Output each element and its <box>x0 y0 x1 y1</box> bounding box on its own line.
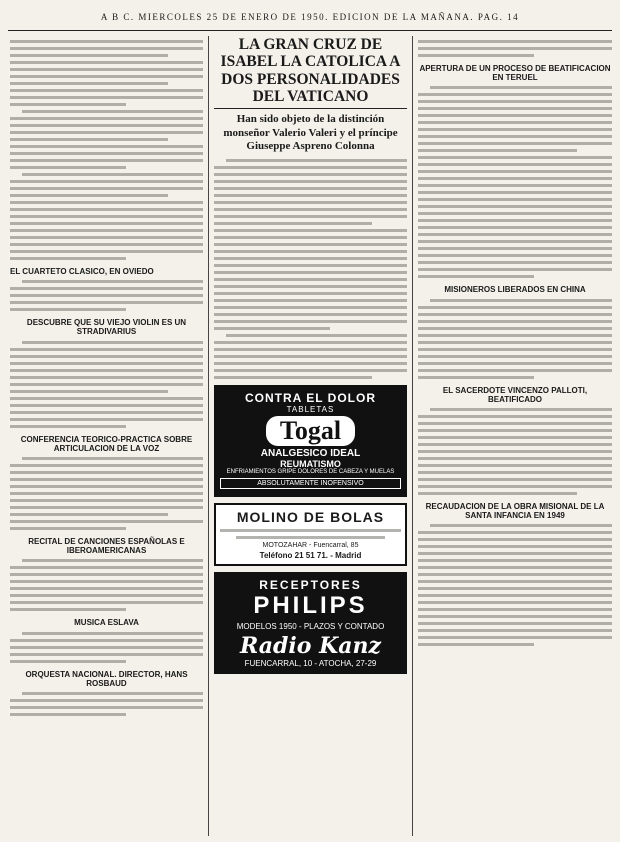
subhead: RECITAL DE CANCIONES ESPAÑOLAS E IBEROAMERICANAS <box>28 536 185 556</box>
subhead: EL CUARTETO CLASICO, EN OVIEDO <box>10 267 154 276</box>
column-1 <box>10 36 203 836</box>
column-rule <box>412 36 413 836</box>
subhead: ORQUESTA NACIONAL. DIRECTOR, HANS ROSBAUD <box>25 669 188 688</box>
main-headline: LA GRAN CRUZ DE ISABEL LA CATOLICA A DOS PERSONALIDADES DEL VATICANO <box>214 36 407 109</box>
ad-text: REUMATISMO <box>280 459 341 469</box>
ad-text: TABLETAS <box>286 405 335 414</box>
ad-title: MOLINO DE BOLAS <box>236 509 385 525</box>
subhead: RECAUDACION DE LA OBRA MISIONAL DE LA SANTA INFANCIA EN 1949 <box>425 501 605 521</box>
philips-advertisement <box>214 572 407 674</box>
subhead: CONFERENCIA TEORICO-PRACTICA SOBRE ARTICULACION DE LA VOZ <box>20 434 193 453</box>
headline-deck: Han sido objeto de la distinción monseñor Valerio Valeri y el príncipe Giuseppe Aspreno Colonna <box>223 113 398 152</box>
ad-text: RECEPTORES <box>259 578 362 592</box>
togal-logo: Togal <box>266 416 355 446</box>
column-2 <box>214 36 407 836</box>
column-3 <box>418 36 612 836</box>
subhead: MUSICA ESLAVA <box>74 618 139 628</box>
ad-text: ABSOLUTAMENTE INOFENSIVO <box>220 478 401 489</box>
molino-advertisement <box>214 503 407 566</box>
subhead: MISIONEROS LIBERADOS EN CHINA <box>444 285 586 295</box>
ad-text: FUENCARRAL, 10 - ATOCHA, 27-29 <box>244 659 377 668</box>
ad-text: MOTOZAHAR - Fuencarral, 85 <box>262 542 359 549</box>
ad-text: Teléfono 21 51 71. - Madrid <box>259 551 362 560</box>
ad-text: ANALGESICO IDEAL <box>260 448 361 459</box>
togal-advertisement <box>214 385 407 497</box>
ad-text: ENFRIAMIENTOS GRIPE DOLORES DE CABEZA Y MUELAS <box>226 469 395 475</box>
radio-kanz-logo: Radio Kanz <box>240 633 381 659</box>
subhead: DESCUBRE QUE SU VIEJO VIOLIN ES UN STRADIVARIUS <box>26 318 187 337</box>
subhead: APERTURA DE UN PROCESO DE BEATIFICACION EN TERUEL <box>419 64 611 83</box>
subhead: EL SACERDOTE VINCENZO PALLOTI, BEATIFICADO <box>442 385 588 404</box>
ad-text: CONTRA EL DOLOR <box>245 391 376 405</box>
philips-logo: PHILIPS <box>253 592 368 619</box>
page-running-header: A B C. MIERCOLES 25 DE ENERO DE 1950. EDICION DE LA MAÑANA. PAG. 14 <box>8 12 612 31</box>
column-rule <box>208 36 209 836</box>
ad-text: MODELOS 1950 - PLAZOS Y CONTADO <box>236 622 385 631</box>
